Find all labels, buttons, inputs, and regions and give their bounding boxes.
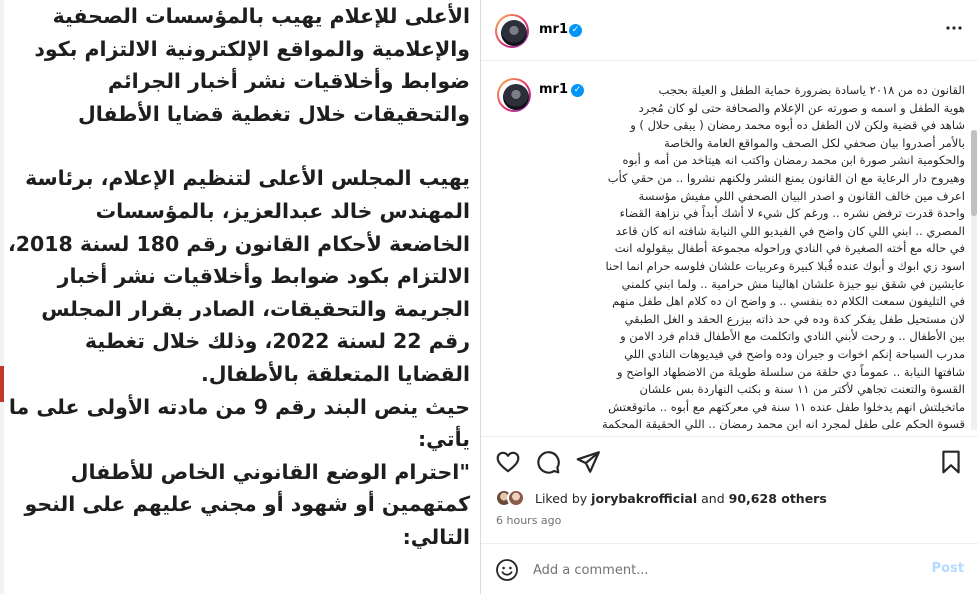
image-text-line: القضايا المتعلقة بالأطفال. xyxy=(200,361,470,386)
image-text-line: "احترام الوضع القانوني الخاص للأطفال xyxy=(70,459,470,484)
image-text-line: حيث ينص البند رقم 9 من مادته الأولى على ما xyxy=(8,394,470,419)
image-text-line: يأتي: xyxy=(417,427,470,452)
caption-line: القسوة والتعنت تجاهي لأكتر من ١١ سنة و بكتب النهاردة بس علشان xyxy=(639,382,965,397)
comment-box xyxy=(481,543,978,594)
header-username[interactable]: mr1 xyxy=(539,22,569,37)
caption-line: القانون ده من ٢٠١٨ ياسادة بضرورة حماية الطفل و العيلة بحجب xyxy=(658,83,965,97)
more-options-button[interactable] xyxy=(942,16,966,40)
save-bookmark-icon[interactable] xyxy=(938,449,964,475)
image-text-line: يهيب المجلس الأعلى لتنظيم الإعلام، برئاسة xyxy=(25,166,470,191)
post-side-panel xyxy=(480,0,978,594)
more-horizontal-icon xyxy=(942,16,966,40)
caption-line: شاهد في قضية ولكن لان الطفل ده أبوه محمد رمضان ( يبقى حلال ) و xyxy=(630,118,965,133)
comment-input[interactable] xyxy=(533,556,913,584)
caption-line: بالأمر أصدروا بيان صحفي لكل الصحف والمواقع العامة والخاصة xyxy=(664,135,965,150)
post-image-text xyxy=(7,0,470,554)
image-text-line: والتحقيقات خلال تغطية قضايا الأطفال xyxy=(77,101,470,126)
caption-line: مدرب السباحة إنكم اخوات و جيران وده واضح في فيديوهات النادي اللي xyxy=(624,346,965,361)
image-text-line: الجريمة والتحقيقات، الصادر بقرار المجلس xyxy=(41,296,470,321)
image-text-line: المهندس خالد عبدالعزيز، بالمؤسسات xyxy=(95,198,470,223)
image-text-line: والإعلامية والمواقع الإلكترونية الالتزام بكود xyxy=(34,36,470,61)
post-header xyxy=(481,0,978,61)
caption-line: والحكومية انشر صورة ابن محمد رمضان واكتب انه هيتاخد من أمه و أبوه xyxy=(622,153,965,168)
liked-by-user-link[interactable]: jorybakrofficial xyxy=(591,491,698,506)
caption-text xyxy=(541,82,965,434)
caption-line: بين الأطفال .. و رحت لأبني النادي واتكلمت مع الأطفال قدام فرد الامن و xyxy=(620,329,965,344)
verified-badge-icon: ✓ xyxy=(571,84,584,97)
avatar-photo xyxy=(501,20,527,46)
caption-line: عايشين في شقق نيو جيزة علشان اهالينا مش حرامية .. ولما ابني كلمني xyxy=(621,276,965,291)
caption-line: في التليفون سمعت الكلام ده بنفسي .. و واضح ان ده كلام اهل طفل منهم xyxy=(612,294,965,309)
caption-username[interactable]: mr1 xyxy=(539,82,590,97)
author-avatar[interactable] xyxy=(495,14,529,48)
caption-line: ماتخيلتش انهم يدخلوا طفل عنده ١١ سنة في معركتهم مع أبوه .. ماتوقعتش xyxy=(608,399,965,414)
caption-line: لان مستحيل طفل يفكر كدة وده في حد ذاته بيزرع الحقد و الغل الطبقي xyxy=(624,311,965,326)
caption-author-avatar[interactable] xyxy=(497,78,531,112)
caption-area[interactable] xyxy=(481,62,978,436)
caption-line: في حاله مع أخته الصغيرة في النادي وراحوله مجموعة أطفال بيقولوله انت xyxy=(614,241,965,256)
caption-line: المصري .. ابني اللي كان واضح في الفيديو اللي النيابة شافته انه كان قاعد xyxy=(615,223,965,238)
image-text-line: الالتزام بكود ضوابط وأخلاقيات نشر أخبار xyxy=(57,264,470,289)
post-image xyxy=(0,0,480,594)
like-heart-icon[interactable] xyxy=(495,449,521,475)
likes-text xyxy=(535,491,827,506)
likes-others-link[interactable]: 90,628 others xyxy=(728,491,827,506)
image-text-line: كمتهمين أو شهود أو مجني عليهم على النحو xyxy=(24,492,470,517)
caption-line: شافتها النيابة .. عموماً دي حلقة من سلسلة طويلة من الاضطهاد الواضح و xyxy=(617,364,965,379)
verified-badge-icon: ✓ xyxy=(569,24,582,37)
caption-line: قسوة الحكم على طفل لمجرد انه ابن محمد رمضان .. اللي الحقيقة المحكمة xyxy=(601,417,965,432)
image-text-line: ضوابط وأخلاقيات نشر أخبار الجرائم xyxy=(107,69,470,94)
image-text-line xyxy=(20,130,470,162)
post-timestamp[interactable]: 6 hours ago xyxy=(496,514,562,527)
image-text-line: التالي: xyxy=(402,524,470,549)
likes-prefix: Liked by xyxy=(535,491,588,506)
caption-line: اعرف مين خالف القانون و اصدر البيان الصحفي اللي مفيش مؤسسة xyxy=(638,188,965,203)
likes-connector: and xyxy=(701,491,725,506)
share-send-icon[interactable] xyxy=(575,449,601,475)
emoji-icon[interactable] xyxy=(495,558,519,582)
post-actions xyxy=(481,436,978,594)
comment-bubble-icon[interactable] xyxy=(535,449,561,475)
caption-line: واحدة قدرت ترفض نشره .. ورغم كل شيء لا أشك أبداً في نزاهة القضاء xyxy=(619,206,965,221)
image-text-line: الخاضعة لأحكام القانون رقم 180 لسنة 2018، xyxy=(7,231,470,256)
caption-line: هوية الطفل و اسمه و صورته عن الإعلام والصحافة حتى لو كان مُجرد xyxy=(638,100,965,115)
scrollbar-thumb[interactable] xyxy=(971,130,977,216)
image-text-line: رقم 22 لسنة 2022، وذلك خلال تغطية xyxy=(84,329,470,354)
liker-avatar[interactable] xyxy=(507,489,525,507)
image-text-line: الأعلى للإعلام يهيب بالمؤسسات الصحفية xyxy=(52,4,470,28)
post-comment-button[interactable]: Post xyxy=(931,561,964,576)
caption-line: وهيروح دار الرعاية مع ان القانون يمنع النشر ولكنهم نشروا .. من حقي كأب xyxy=(607,170,965,185)
caption-scrollbar[interactable] xyxy=(971,130,977,430)
avatar-photo xyxy=(503,84,529,110)
post-image-card xyxy=(4,0,480,594)
caption-line: اسود زي ابوك و أبوك عنده قُبلا كبيرة وعربيات علشان فلوسه حرام انما احنا xyxy=(605,258,965,273)
